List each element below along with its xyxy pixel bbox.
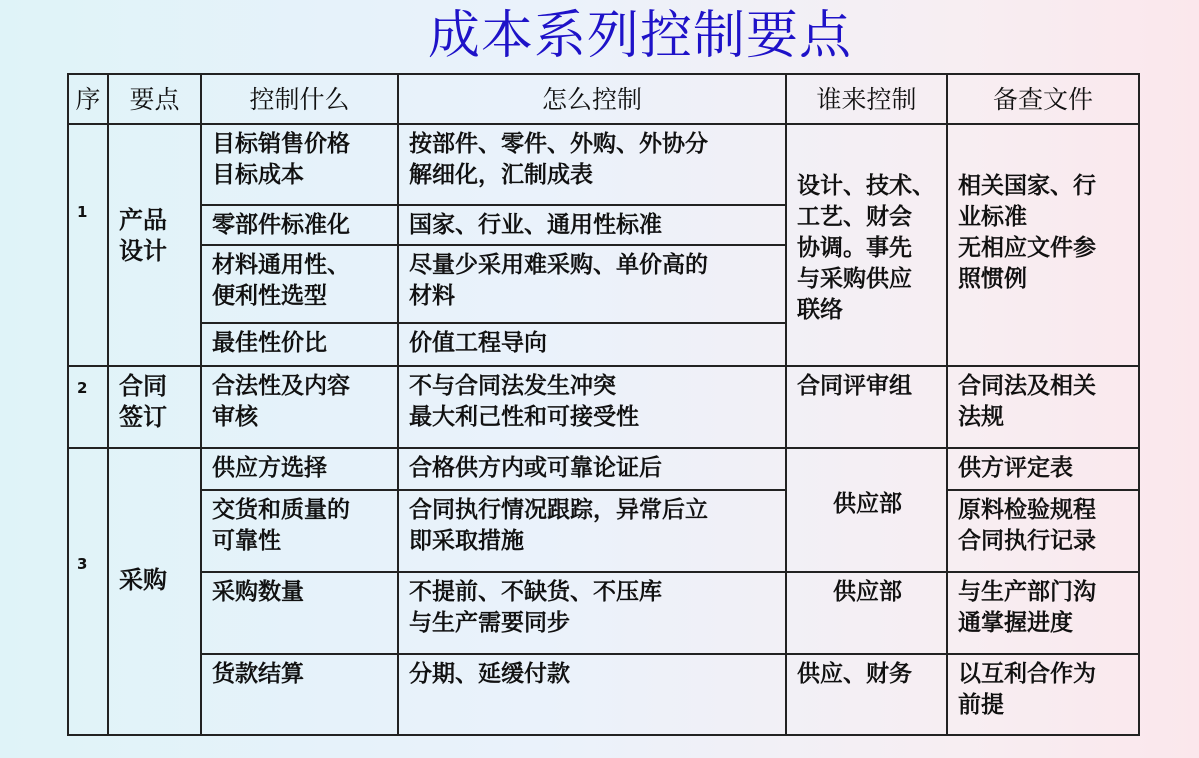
control-what: 最佳性价比 [201,323,398,366]
reference-docs: 原料检验规程 合同执行记录 [947,490,1139,572]
table-row [68,490,1139,572]
reference-docs: 合同法及相关 法规 [947,366,1139,448]
key-point: 采购 [108,448,201,735]
reference-docs: 与生产部门沟 通掌握进度 [947,572,1139,654]
reference-docs: 供方评定表 [947,448,1139,490]
control-who: 供应部 [786,572,947,654]
header-cell: 备查文件 [947,74,1139,124]
control-how: 按部件、零件、外购、外协分 解细化，汇制成表 [398,124,786,205]
control-how: 不提前、不缺货、不压库 与生产需要同步 [398,572,786,654]
control-who: 供应部 [786,448,947,572]
table-row [68,366,1139,448]
table-row [68,572,1139,654]
table-row [68,448,1139,490]
row-number: 3 [68,448,108,735]
header-cell: 要点 [108,74,201,124]
control-what: 合法性及内容 审核 [201,366,398,448]
control-how: 不与合同法发生冲突 最大利己性和可接受性 [398,366,786,448]
control-how: 合同执行情况跟踪，异常后立 即采取措施 [398,490,786,572]
control-what: 供应方选择 [201,448,398,490]
control-how: 国家、行业、通用性标准 [398,205,786,245]
control-what: 交货和质量的 可靠性 [201,490,398,572]
control-what: 采购数量 [201,572,398,654]
table-row [68,654,1139,735]
header-cell: 控制什么 [201,74,398,124]
control-how: 尽量少采用难采购、单价高的 材料 [398,245,786,323]
header-cell: 序 [68,74,108,124]
control-what: 目标销售价格 目标成本 [201,124,398,205]
control-who: 供应、财务 [786,654,947,735]
cost-control-table [67,73,1140,736]
header-cell: 怎么控制 [398,74,786,124]
key-point: 产品 设计 [108,124,201,366]
control-how: 分期、延缓付款 [398,654,786,735]
control-how: 合格供方内或可靠论证后 [398,448,786,490]
header-cell: 谁来控制 [786,74,947,124]
table-row [68,124,1139,205]
row-number: 2 [68,366,108,448]
control-what: 货款结算 [201,654,398,735]
control-who: 合同评审组 [786,366,947,448]
row-number: 1 [68,124,108,366]
page-title: 成本系列控制要点 [427,6,852,66]
reference-docs: 以互利合作为 前提 [947,654,1139,735]
control-what: 零部件标准化 [201,205,398,245]
reference-docs: 相关国家、行 业标准 无相应文件参 照惯例 [947,124,1139,366]
control-who: 设计、技术、 工艺、财会 协调。事先 与采购供应 联络 [786,124,947,366]
control-how: 价值工程导向 [398,323,786,366]
control-what: 材料通用性、 便利性选型 [201,245,398,323]
header-row [68,74,1139,124]
key-point: 合同 签订 [108,366,201,448]
